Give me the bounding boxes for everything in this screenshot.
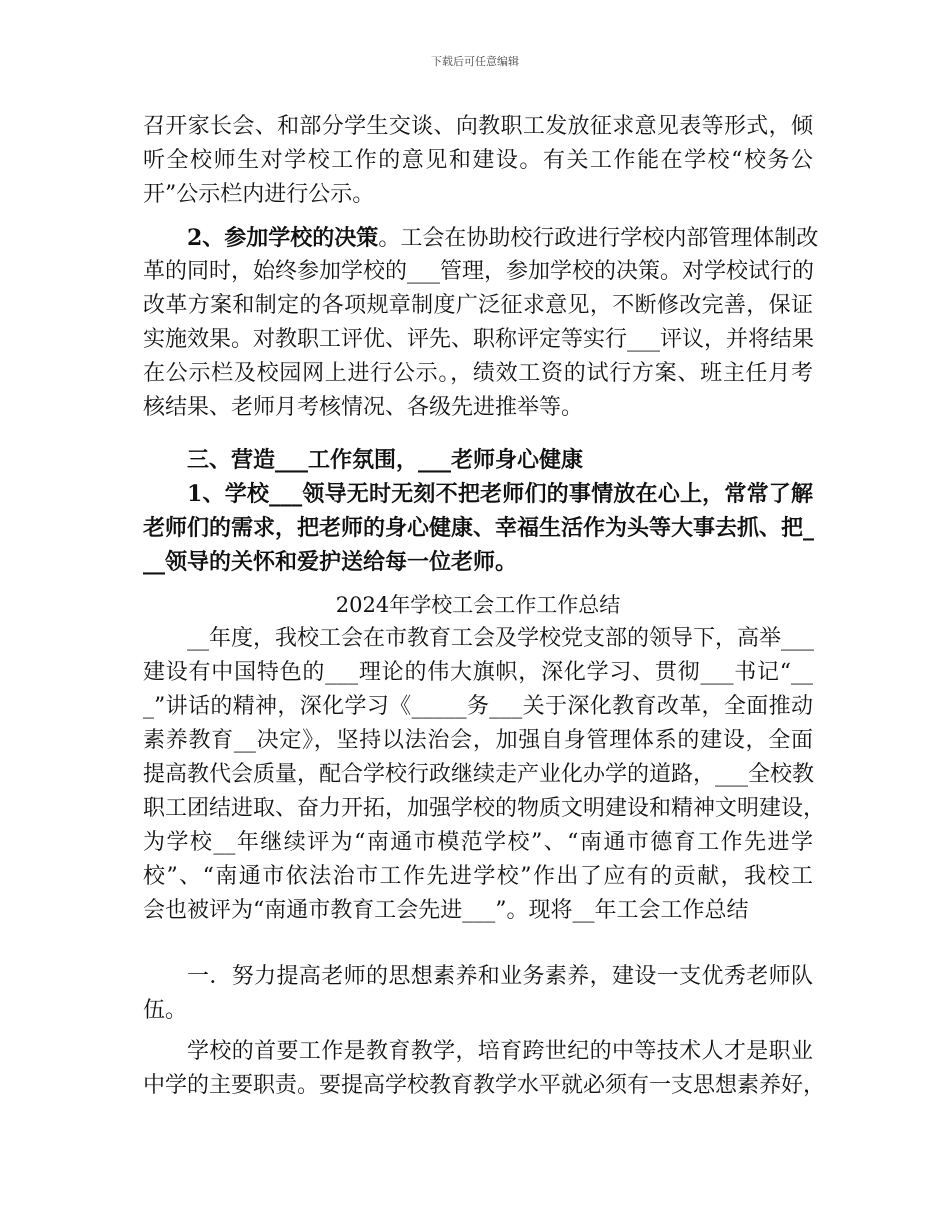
paragraph-line: 革的同时，始终参加学校的___管理，参加学校的决策。对学校试行的 bbox=[143, 259, 815, 284]
paragraph-line: 实施效果。对教职工评优、评先、职称评定等实行___评议，并将结果 bbox=[143, 327, 815, 352]
paragraph-line: __年度，我校工会在市教育工会及学校党支部的领导下，高举___ bbox=[187, 626, 815, 651]
section-heading: 三、营造___工作氛围，___老师身心健康 bbox=[187, 447, 584, 473]
paragraph-line: 核结果、老师月考核情况、各级先进推举等。 bbox=[143, 395, 584, 420]
paragraph-line: 为学校__年继续评为“南通市模范学校”、“南通市德育工作先进学 bbox=[143, 830, 813, 855]
paragraph-line: 建设有中国特色的___理论的伟大旗帜，深化学习、贯彻___书记“__ bbox=[143, 660, 813, 685]
paragraph-line: 校”、“南通市依法治市工作先进学校”作出了应有的贡献，我校工 bbox=[143, 864, 813, 889]
paragraph-line: 1、学校___领导无时无刻不把老师们的事情放在心上，常常了解 bbox=[187, 481, 813, 507]
paragraph-line: 学校的首要工作是教育教学，培育跨世纪的中等技术人才是职业 bbox=[187, 1039, 813, 1064]
paragraph-line: _”讲话的精神，深化学习《_____务___关于深化教育改革，全面推动 bbox=[143, 694, 813, 719]
paragraph-teaching bbox=[143, 1035, 826, 1103]
paragraph-line: 会也被评为“南通市教育工会先进___”。现将__年工会工作总结 bbox=[143, 898, 749, 923]
paragraph-line: 老师们的需求，把老师的身心健康、幸福生活作为头等大事去抓、把_ bbox=[143, 515, 815, 541]
document-title: 2024年学校工会工作工作总结 bbox=[335, 593, 621, 617]
paragraph-line: 改革方案和制定的各项规章制度广泛征求意见，不断修改完善，保证 bbox=[143, 293, 813, 318]
paragraph-line: 伍。 bbox=[143, 998, 188, 1023]
paragraph-line: 提高教代会质量，配合学校行政继续走产业化办学的道路，___全校教 bbox=[143, 762, 815, 787]
paragraph-line: __领导的关怀和爱护送给每一位老师。 bbox=[143, 549, 518, 575]
paragraph-line: 开”公示栏内进行公示。 bbox=[143, 182, 375, 207]
paragraph-line: 职工团结进取、奋力开拓，加强学校的物质文明建设和精神文明建设， bbox=[143, 796, 826, 821]
paragraph-heading: 2、参加学校的决策 bbox=[187, 225, 379, 251]
paragraph-line bbox=[143, 221, 819, 255]
paragraph-text: 。工会在协助校行政进行学校内部管理体制改 bbox=[378, 226, 819, 251]
paragraph-line: 召开家长会、和部分学生交谈、向教职工发放征求意见表等形式，倾 bbox=[143, 114, 813, 139]
paragraph-feedback bbox=[143, 110, 813, 212]
page-header: 下载后可任意编辑 bbox=[431, 55, 519, 68]
paragraph-line: 中学的主要职责。要提高学校教育教学水平就必须有一支思想素养好， bbox=[143, 1073, 826, 1098]
paragraph-line: 在公示栏及校园网上进行公示。，绩效工资的试行方案、班主任月考 bbox=[143, 361, 813, 386]
summary-section bbox=[143, 588, 826, 928]
paragraph-line: 听全校师生对学校工作的意见和建设。有关工作能在学校“校务公 bbox=[143, 148, 813, 173]
paragraph-line: 素养教育__决定》，坚持以法治会，加强自身管理体系的建设，全面 bbox=[143, 728, 813, 753]
paragraph-team bbox=[143, 960, 813, 1028]
paragraph-decision bbox=[143, 221, 819, 425]
section-atmosphere bbox=[143, 443, 813, 579]
paragraph-line: 一．努力提高老师的思想素养和业务素养，建设一支优秀老师队 bbox=[187, 964, 813, 989]
